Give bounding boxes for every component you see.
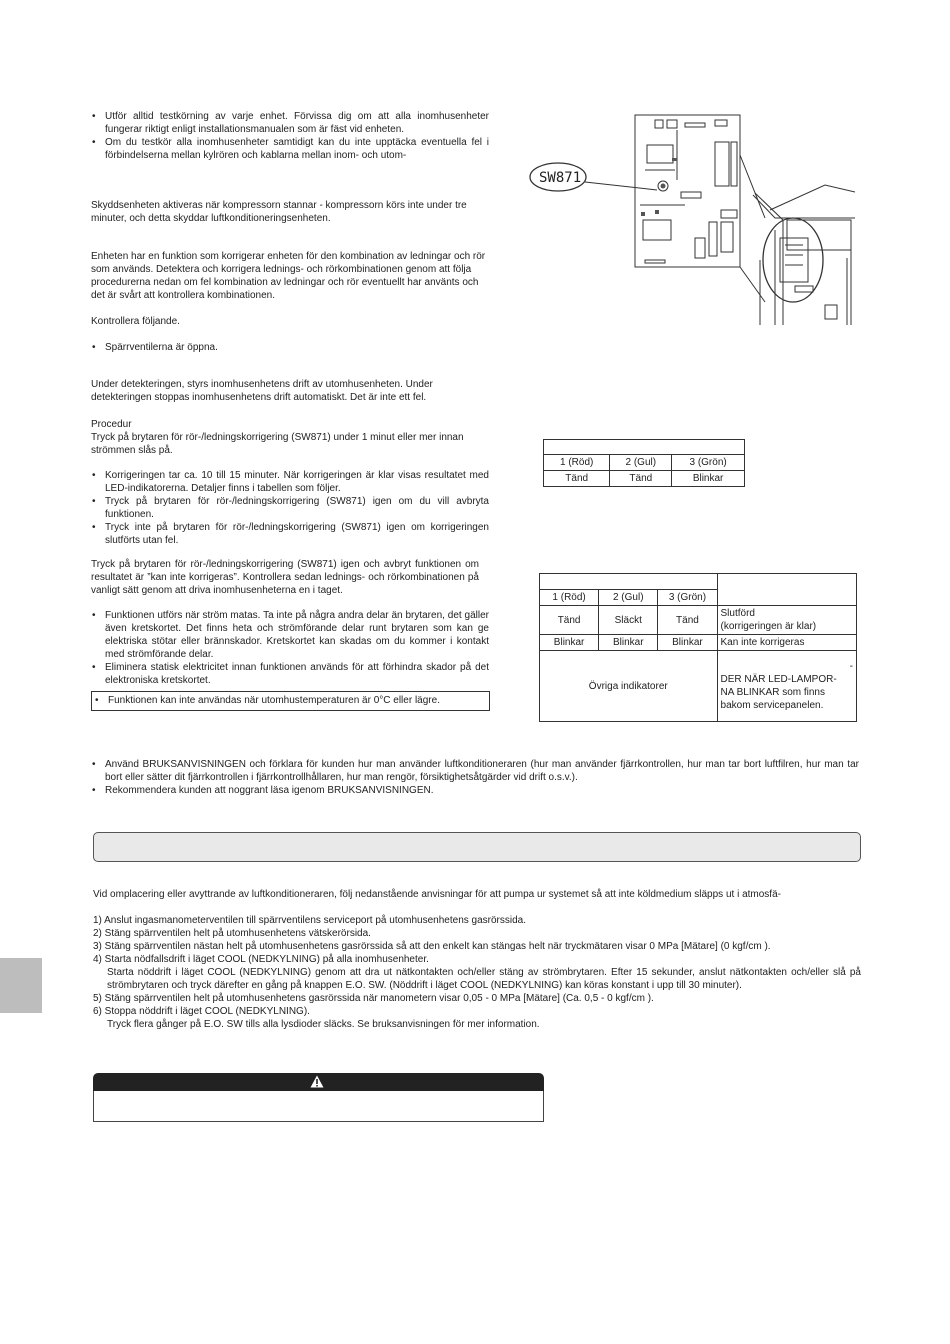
led-header: 3 (Grön) — [672, 455, 745, 471]
instruction-bullets — [91, 758, 859, 797]
led-cell: Blinkar — [599, 635, 658, 651]
led-header: 1 (Röd) — [540, 590, 599, 606]
correction-paragraph: Enheten har en funktion som korrigerar enheten för den kombination av ledningar och rör som används. Detektera och korrigera lednings- och rörkombinationen genom att följa procedurerna nedan om fel kombination av ledningar och rör eventuellt har använts och det är svårt att kontrollera kombinationen. — [91, 251, 486, 301]
led-cell: Blinkar — [658, 635, 717, 651]
check-label: Kontrollera följande. — [91, 316, 180, 327]
step-sub: Starta nöddrift i läget COOL (NEDKYLNING) genom att dra ut nätkontakten och/eller stäng av strömbrytaren. Efter 15 sekunder, anslut nätkontakten och/eller slå på strömbrytaren och tryck därefter en gång på knappen E.O. SW. (Nöddrift i läget COOL (NEDKYLNING) kan köras konstant i upp till 30 minuter). — [107, 967, 861, 991]
procedure-bullets — [91, 469, 489, 547]
led-cell: Blinkar — [672, 471, 745, 487]
led-cell: Tänd — [658, 606, 717, 635]
led-header: 2 (Gul) — [610, 455, 672, 471]
circuit-board-diagram — [525, 110, 855, 330]
other-indicators-cell: Övriga indikatorer — [540, 651, 718, 722]
table-row — [540, 606, 857, 635]
bullet-item: • Utför alltid testkörning av varje enhet. Förvissa dig om att alla inomhusenheter fungerar riktigt enligt installationsmanualen som är fäst vid enheten. — [91, 110, 489, 136]
step-item: 2) Stäng spärrventilen helt på utomhusenhetens vätskerörsida. — [93, 928, 371, 939]
led-table-2 — [539, 573, 857, 722]
bullet-item: • Om du testkör alla inomhusenheter samtidigt kan du inte upptäcka eventuella fel i förbindelserna mellan kylrören och kablarna mellan inom- och utom- — [91, 136, 489, 162]
step-item: 1) Anslut ingasmanometerventilen till spärrventilens serviceport på utomhusenhetens gasrörssida. — [93, 915, 527, 926]
led-cell: Tänd — [610, 471, 672, 487]
led-cell: Tänd — [544, 471, 610, 487]
result-cell: Kan inte korrigeras — [717, 635, 856, 651]
step-item: 3) Stäng spärrventilen nästan helt på utomhusenhetens gasrörssida så att den enkelt kan stängas helt när tryckmätaren visar 0 MPa [Mätare] (0 kgf/cm ). — [93, 941, 771, 952]
page-side-tab — [0, 958, 42, 1013]
led-cell: Blinkar — [540, 635, 599, 651]
result-text: Slutförd — [720, 608, 755, 619]
dash: - — [849, 661, 853, 672]
procedure-text: Tryck på brytaren för rör-/ledningskorrigering (SW871) under 1 minut eller mer innan strömmen slås på. — [91, 432, 464, 456]
bullet-item: • Funktionen utförs när ström matas. Ta inte på några andra delar än brytaren, det gäller även kretskortet. Det finns heta och strömförande delar runt brytaren som kan ge elektriska stötar eller brännskador. Kretskortet kan skadas om du kommer i kontakt med strömförande delar. — [91, 609, 489, 661]
warning-box — [93, 1091, 544, 1122]
bullet-item: • Eliminera statisk elektricitet innan funktionen används för att förhindra skador på det elektroniska kretskortet. — [91, 661, 489, 687]
led-cell: Tänd — [540, 606, 599, 635]
led-header: 1 (Röd) — [544, 455, 610, 471]
intro-bullets — [91, 110, 489, 162]
section-header-bar — [93, 832, 861, 862]
pump-steps — [93, 914, 861, 1031]
detect-paragraph: Under detekteringen, styrs inomhusenhetens drift av utomhusenheten. Under detekteringen stoppas inomhusenhetens drift automatiskt. Det är inte ett fel. — [91, 379, 433, 403]
warning-bullets — [91, 609, 489, 687]
step-sub: Tryck flera gånger på E.O. SW tills alla lysdioder släcks. Se bruksanvisningen för mer information. — [107, 1019, 540, 1030]
led-header: 3 (Grön) — [658, 590, 717, 606]
step-item: 5) Stäng spärrventilen helt på utomhusenhetens gasrörssida när manometern visar 0,05 - 0 MPa [Mätare] (Ca. 0,5 - 0 kgf/cm ). — [93, 993, 654, 1004]
bullet-item: • Tryck på brytaren för rör-/ledningskorrigering (SW871) igen om du vill avbryta funktionen. — [91, 495, 489, 521]
bullet-item: • Tryck inte på brytaren för rör-/ledningskorrigering (SW871) igen om korrigeringen slutförts utan fel. — [91, 521, 489, 547]
bullet-item: • Använd BRUKSANVISNINGEN och förklara för kunden hur man använder luftkonditioneraren (hur man använder fjärrkontrollen, hur man tar bort luftfilren, hur man tar bort eller sätter dit fjärrkontrollen i fjärrkontrollhållaren, hur man rengör, försiktighetsåtgärder vid drift o.s.v.). — [91, 758, 859, 784]
step-item: 6) Stoppa nöddrift i läget COOL (NEDKYLNING). — [93, 1006, 310, 1017]
result-text: bakom servicepanelen. — [720, 700, 824, 711]
warning-header — [93, 1073, 544, 1091]
procedure-label: Procedur — [91, 419, 132, 430]
table-row — [540, 635, 857, 651]
result-text: NA BLINKAR som finns — [720, 687, 825, 698]
result-text: DER NÄR LED-LAMPOR- — [720, 674, 837, 685]
step-item: 4) Starta nödfallsdrift i läget COOL (NEDKYLNING) på alla inomhusenheter. — [93, 954, 429, 965]
result-cell — [717, 606, 856, 635]
pump-intro: Vid omplacering eller avyttrande av luftkonditioneraren, följ nedanstående anvisningar för att pumpa ur systemet så att inte köldmedium släpps ut i atmosfä- — [93, 889, 781, 900]
led-header: 2 (Gul) — [599, 590, 658, 606]
other-result-cell — [717, 651, 856, 722]
pcb-outline — [635, 115, 740, 267]
cancel-paragraph: Tryck på brytaren för rör-/ledningskorrigering (SW871) igen och avbryt funktionen om resultatet är ”kan inte korrigeras”. Kontrollera sedan lednings- och rörkombinationen på vanligt sätt genom att driva inomhusenheterna en i taget. — [91, 559, 479, 596]
led-table-1 — [543, 439, 745, 487]
bullet-item: • Rekommendera kunden att noggrant läsa igenom BRUKSANVISNINGEN. — [91, 784, 859, 797]
table-row — [540, 651, 857, 722]
result-text: (korrigeringen är klar) — [720, 621, 817, 632]
sw871-label: SW871 — [539, 170, 582, 186]
protect-paragraph: Skyddsenheten aktiveras när kompressorn stannar - kompressorn körs inte under tre minuter, och detta skyddar luftkonditioneringsenheten. — [91, 200, 467, 224]
check-bullet: • Spärrventilerna är öppna. — [91, 341, 405, 354]
bullet-item: • Korrigeringen tar ca. 10 till 15 minuter. När korrigeringen är klar visas resultatet med LED-indikatorerna. Detaljer finns i tabellen som följer. — [91, 469, 489, 495]
led-cell: Släckt — [599, 606, 658, 635]
note-box — [91, 691, 490, 711]
warning-triangle-icon — [310, 1075, 324, 1088]
note-text: • Funktionen kan inte användas när utomhustemperaturen är 0°C eller lägre. — [94, 694, 489, 707]
